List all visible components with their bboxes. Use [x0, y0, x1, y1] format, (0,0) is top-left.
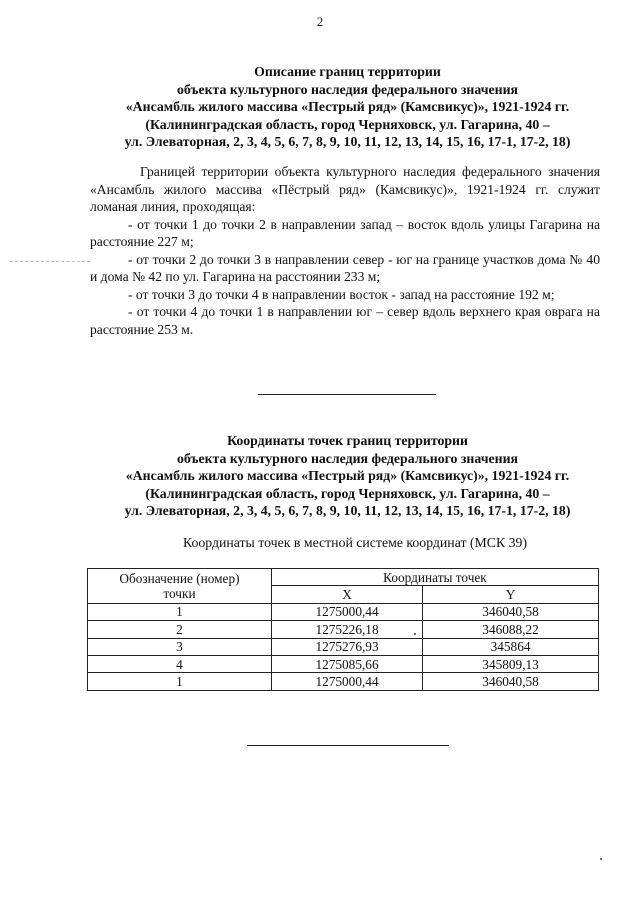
heading-line: объекта культурного наследия федерального значения: [176, 450, 518, 466]
cell-y: 346040,58: [423, 603, 599, 620]
heading-line: «Ансамбль жилого массива «Пестрый ряд» (Камсвикус)», 1921-1924 гг.: [125, 468, 570, 484]
paragraph-segment-4-1: - от точки 4 до точки 1 в направлении юг – север вдоль верхнего края оврага на расстояние 253 м.: [90, 304, 600, 337]
table-row: [88, 621, 599, 638]
table-caption: Координаты точек в местной системе координат (МСК 39): [182, 535, 528, 550]
cell-y: 345864: [423, 638, 599, 655]
table-row: [88, 655, 599, 672]
page-number: 2: [316, 14, 324, 29]
header-point-line2: точки: [163, 585, 196, 601]
cell-x: 1275000,44: [271, 673, 422, 690]
scan-artifact-line: [10, 261, 90, 262]
header-y: Y: [423, 586, 599, 603]
table-row: [88, 603, 599, 620]
cell-y: 346040,58: [423, 673, 599, 690]
cell-x: 1275085,66: [271, 655, 422, 672]
table-row: [88, 673, 599, 690]
cell-point: 1: [88, 673, 272, 690]
paragraph-segment-3-4: - от точки 3 до точки 4 в направлении восток - запад на расстояние 192 м;: [128, 286, 555, 302]
table-row: [88, 638, 599, 655]
scan-speck: [414, 633, 416, 635]
header-coordinates: Координаты точек: [271, 569, 598, 586]
heading-line: Координаты точек границ территории: [227, 433, 468, 448]
heading-line: (Калининградская область, город Черняховск, ул. Гагарина, 40 –: [145, 116, 550, 132]
paragraph-segment-1-2: - от точки 1 до точки 2 в направлении запад – восток вдоль улицы Гагарина на расстояние 227 м;: [90, 216, 600, 249]
cell-y: 345809,13: [423, 655, 599, 672]
cell-point: 3: [88, 638, 272, 655]
end-divider: [247, 745, 449, 746]
cell-point: 2: [88, 621, 272, 638]
paragraph-segment-2-3: - от точки 2 до точки 3 в направлении север - юг на границе участков дома № 40 и дома № 42 по ул. Гагарина на расстоянии 233 м;: [90, 251, 600, 284]
heading-line: ул. Элеваторная, 2, 3, 4, 5, 6, 7, 8, 9, 10, 11, 12, 13, 14, 15, 16, 17-1, 17-2, 18): [124, 503, 571, 519]
cell-x: 1275226,18: [271, 621, 422, 638]
boundary-description-heading: [60, 63, 635, 151]
cell-y: 346088,22: [423, 621, 599, 638]
heading-line: (Калининградская область, город Черняховск, ул. Гагарина, 40 –: [145, 485, 550, 501]
coordinates-heading: [60, 432, 635, 520]
heading-line: объекта культурного наследия федерального значения: [176, 81, 518, 97]
coordinates-table: [87, 568, 599, 691]
paragraph-intro: Границей территории объекта культурного наследия федерального значения «Ансамбль жилого массива «Пёстрый ряд» (Камсвикус)», 1921-1924 гг. служит ломаная линия, проходящая:: [90, 164, 600, 214]
boundary-description-text: [90, 163, 600, 338]
header-point-number: [88, 569, 272, 604]
scan-speck: [600, 858, 602, 860]
heading-line: ул. Элеваторная, 2, 3, 4, 5, 6, 7, 8, 9, 10, 11, 12, 13, 14, 15, 16, 17-1, 17-2, 18): [124, 134, 571, 150]
heading-line: Описание границ территории: [254, 64, 441, 79]
section-divider: [258, 394, 436, 395]
header-x: X: [271, 586, 422, 603]
cell-point: 1: [88, 603, 272, 620]
header-point-line1: Обозначение (номер): [119, 570, 240, 586]
cell-x: 1275276,93: [271, 638, 422, 655]
heading-line: «Ансамбль жилого массива «Пестрый ряд» (Камсвикус)», 1921-1924 гг.: [125, 99, 570, 115]
cell-point: 4: [88, 655, 272, 672]
cell-x: 1275000,44: [271, 603, 422, 620]
